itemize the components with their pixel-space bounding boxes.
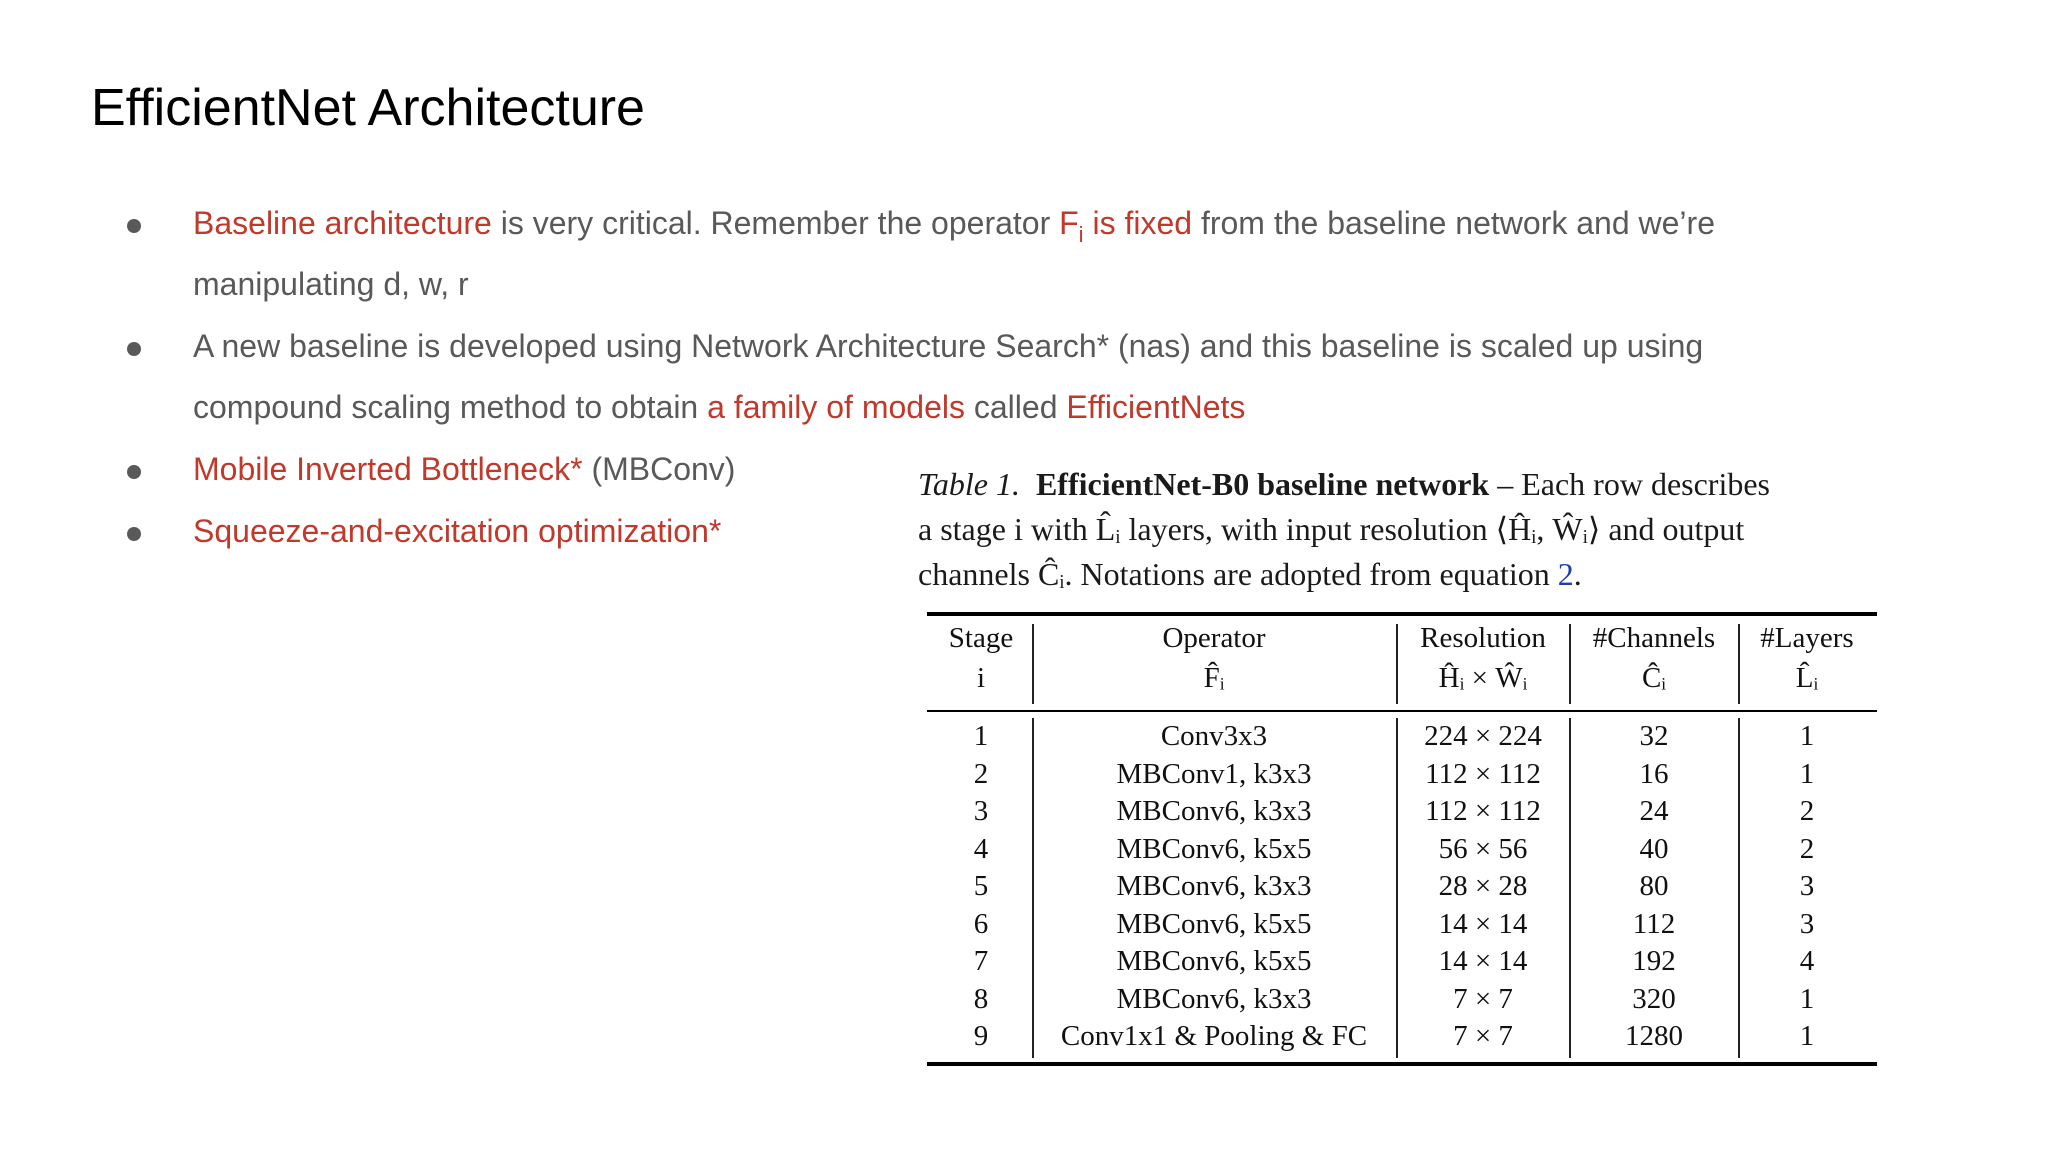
table-cell: 14 × 14 — [1438, 945, 1528, 977]
table-cell: 32 — [1639, 720, 1669, 752]
bullet-text: A new baseline is developed using Network Architecture Search* (nas) and this baseline is scaled up using — [193, 328, 1704, 364]
caption-line-3-text: channels Ĉᵢ. Notations are adopted from equation — [918, 556, 1558, 592]
table-cell: Conv3x3 — [1160, 720, 1268, 752]
table-cell: Conv1x1 & Pooling & FC — [1060, 1020, 1368, 1052]
highlighted-text: Mobile Inverted Bottleneck* — [193, 451, 583, 487]
table-header-cell: #Channels — [1592, 622, 1716, 654]
highlighted-text: is fixed — [1083, 205, 1193, 241]
table-header-symbol: F̂ᵢ — [1203, 662, 1225, 694]
caption-label: Table 1. — [918, 466, 1020, 502]
table-cell: 1 — [1799, 720, 1815, 752]
caption-bold: EfficientNet-B0 baseline network — [1035, 466, 1490, 502]
bullet-icon — [127, 342, 141, 356]
table-cell: 3 — [973, 795, 989, 827]
table-cell: 28 × 28 — [1438, 870, 1528, 902]
table-cell: 320 — [1632, 982, 1676, 1015]
table-cell: 224 × 224 — [1424, 720, 1542, 752]
bullet-icon — [127, 465, 141, 479]
table-cell: 5 — [973, 870, 989, 902]
caption-line-1 — [918, 462, 1888, 507]
table-cell: 7 × 7 — [1453, 982, 1513, 1015]
table-cell: 112 — [1632, 907, 1676, 940]
table-cell: 1 — [973, 720, 989, 752]
bullet-2-line-2 — [193, 389, 1245, 426]
table-cell: MBConv1, k3x3 — [1116, 757, 1312, 790]
table-cell: 4 — [1799, 945, 1815, 977]
table-cell: 24 — [1639, 795, 1669, 827]
table-cell: 9 — [973, 1020, 989, 1052]
table-cell: 3 — [1799, 870, 1815, 902]
bullet-text: (MBConv) — [582, 451, 736, 487]
equation-ref-link[interactable]: 2 — [1557, 556, 1574, 592]
table-cell: 2 — [973, 757, 989, 790]
caption-line-3 — [918, 552, 1888, 597]
table-header-symbol: L̂ᵢ — [1795, 662, 1819, 694]
table-cell: MBConv6, k5x5 — [1116, 907, 1312, 940]
table-caption — [918, 462, 1888, 597]
table-figure — [918, 462, 1888, 1082]
table-cell: MBConv6, k5x5 — [1116, 832, 1312, 865]
bullet-2-line-1 — [193, 328, 1703, 365]
highlighted-text: EfficientNets — [1066, 389, 1246, 425]
table-cell: 6 — [973, 907, 989, 940]
bullet-icon — [127, 219, 141, 233]
table-cell: 7 × 7 — [1453, 1020, 1513, 1052]
bullet-1-line-2 — [193, 266, 469, 303]
table-cell: 3 — [1799, 907, 1815, 940]
table-cell: 112 × 112 — [1425, 757, 1541, 790]
bullet-icon — [127, 527, 141, 541]
table-top-rule — [927, 612, 1877, 616]
table-header-symbol: Ĥᵢ × Ŵᵢ — [1438, 662, 1528, 694]
table-cell: 56 × 56 — [1438, 832, 1528, 865]
table-cell: 8 — [973, 982, 989, 1015]
table-cell: 1 — [1799, 1020, 1815, 1052]
table-cell: 40 — [1639, 832, 1669, 865]
table-bottom-rule — [927, 1062, 1877, 1066]
table-cell: MBConv6, k3x3 — [1116, 870, 1312, 902]
table-header-cell: Operator — [1162, 622, 1266, 654]
table-cell: MBConv6, k3x3 — [1116, 795, 1312, 827]
bullet-text: manipulating d, w, r — [193, 266, 469, 302]
highlighted-text: a family of models — [707, 389, 965, 425]
highlighted-text: Baseline architecture — [193, 205, 492, 241]
bullet-text: is very critical. Remember the operator — [491, 205, 1060, 241]
bullet-text: called — [964, 389, 1067, 425]
table-cell: 2 — [1799, 832, 1815, 865]
table-cell: MBConv6, k5x5 — [1116, 945, 1312, 977]
table-cell: 16 — [1639, 757, 1669, 790]
bullet-3-line-1 — [193, 451, 735, 488]
table-header-cell: Resolution — [1420, 622, 1546, 654]
table-cell: 4 — [973, 832, 989, 865]
caption-period: . — [1573, 556, 1582, 592]
table-header-cell: #Layers — [1760, 622, 1854, 654]
bullet-4-line-1 — [193, 513, 721, 550]
highlighted-text: i — [1078, 222, 1084, 247]
table-header-cell: Stage — [948, 622, 1014, 654]
table-header-symbol: i — [976, 662, 986, 694]
table-cell: 112 × 112 — [1425, 795, 1541, 827]
table-cell: 1 — [1799, 982, 1815, 1015]
slide-title: EfficientNet Architecture — [91, 79, 645, 137]
bullet-text: from the baseline network and we’re — [1192, 205, 1715, 241]
table-cell: 14 × 14 — [1438, 907, 1528, 940]
table-cell: 1 — [1799, 757, 1815, 790]
bullet-1-line-1 — [193, 205, 1715, 248]
highlighted-text: Squeeze-and-excitation optimization* — [193, 513, 722, 549]
caption-rest: – Each row describes — [1489, 466, 1770, 502]
table-cell: 2 — [1799, 795, 1815, 827]
bullet-text: compound scaling method to obtain — [193, 389, 708, 425]
highlighted-text: F — [1059, 205, 1079, 241]
table-header-symbol: Ĉᵢ — [1641, 662, 1667, 694]
table-cell: 192 — [1632, 945, 1676, 977]
table-cell: 1280 — [1625, 1020, 1683, 1052]
caption-line-2: a stage i with L̂ᵢ layers, with input resolution ⟨Ĥᵢ, Ŵᵢ⟩ and output — [918, 511, 1745, 547]
table-cell: MBConv6, k3x3 — [1116, 982, 1312, 1015]
table-cell: 7 — [973, 945, 989, 977]
table-header-rule — [927, 710, 1877, 712]
table-cell: 80 — [1639, 870, 1669, 902]
